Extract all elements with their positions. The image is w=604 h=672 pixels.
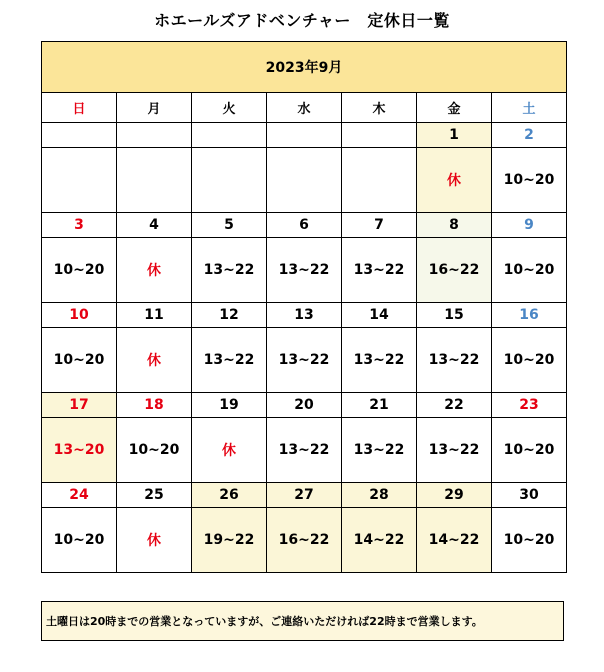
closed-cell: 休 bbox=[117, 508, 192, 573]
hours-cell bbox=[117, 148, 192, 213]
hours-cell: 10~20 bbox=[492, 418, 567, 483]
hours-cell: 13~22 bbox=[267, 418, 342, 483]
date-cell: 14 bbox=[342, 303, 417, 328]
hours-cell: 13~22 bbox=[192, 238, 267, 303]
hours-cell: 13~22 bbox=[342, 328, 417, 393]
date-cell: 25 bbox=[117, 483, 192, 508]
date-cell: 26 bbox=[192, 483, 267, 508]
date-cell: 24 bbox=[42, 483, 117, 508]
hours-cell: 10~20 bbox=[42, 238, 117, 303]
date-cell: 6 bbox=[267, 213, 342, 238]
date-cell bbox=[42, 123, 117, 148]
hours-cell: 10~20 bbox=[492, 238, 567, 303]
date-cell: 28 bbox=[342, 483, 417, 508]
date-cell bbox=[267, 123, 342, 148]
week-5-hours bbox=[42, 508, 567, 573]
page-title: ホエールズアドベンチャー 定休日一覧 bbox=[154, 11, 450, 30]
date-cell: 27 bbox=[267, 483, 342, 508]
date-cell: 3 bbox=[42, 213, 117, 238]
weekday-header-row bbox=[42, 93, 567, 123]
hours-cell: 13~22 bbox=[192, 328, 267, 393]
hours-cell: 13~22 bbox=[417, 328, 492, 393]
week-5-dates bbox=[42, 483, 567, 508]
hours-cell: 14~22 bbox=[417, 508, 492, 573]
hours-cell: 13~22 bbox=[267, 238, 342, 303]
date-cell bbox=[117, 123, 192, 148]
date-cell: 4 bbox=[117, 213, 192, 238]
date-cell: 8 bbox=[417, 213, 492, 238]
week-3-dates bbox=[42, 303, 567, 328]
date-cell: 1 bbox=[417, 123, 492, 148]
date-cell: 16 bbox=[492, 303, 567, 328]
hours-cell: 13~22 bbox=[342, 418, 417, 483]
date-cell: 17 bbox=[42, 393, 117, 418]
month-header: 2023年9月 bbox=[42, 42, 567, 93]
closed-cell: 休 bbox=[117, 238, 192, 303]
weekday-tue: 火 bbox=[192, 93, 267, 123]
weekday-fri: 金 bbox=[417, 93, 492, 123]
date-cell: 29 bbox=[417, 483, 492, 508]
week-4-dates bbox=[42, 393, 567, 418]
weekday-sun: 日 bbox=[42, 93, 117, 123]
closed-cell: 休 bbox=[417, 148, 492, 213]
footer-note: 土曜日は20時までの営業となっていますが、ご連絡いただければ22時まで営業します。 bbox=[41, 601, 564, 641]
date-cell: 21 bbox=[342, 393, 417, 418]
weekday-thu: 木 bbox=[342, 93, 417, 123]
hours-cell bbox=[42, 148, 117, 213]
date-cell: 5 bbox=[192, 213, 267, 238]
hours-cell bbox=[342, 148, 417, 213]
date-cell: 15 bbox=[417, 303, 492, 328]
date-cell: 10 bbox=[42, 303, 117, 328]
hours-cell: 13~22 bbox=[417, 418, 492, 483]
date-cell: 9 bbox=[492, 213, 567, 238]
date-cell bbox=[192, 123, 267, 148]
date-cell: 7 bbox=[342, 213, 417, 238]
calendar-table bbox=[41, 41, 567, 573]
hours-cell bbox=[267, 148, 342, 213]
week-1-dates bbox=[42, 123, 567, 148]
week-2-hours bbox=[42, 238, 567, 303]
closed-cell: 休 bbox=[192, 418, 267, 483]
week-3-hours bbox=[42, 328, 567, 393]
hours-cell: 10~20 bbox=[492, 328, 567, 393]
hours-cell: 13~22 bbox=[342, 238, 417, 303]
weekday-wed: 水 bbox=[267, 93, 342, 123]
hours-cell: 16~22 bbox=[417, 238, 492, 303]
closed-cell: 休 bbox=[117, 328, 192, 393]
date-cell: 22 bbox=[417, 393, 492, 418]
week-2-dates bbox=[42, 213, 567, 238]
date-cell: 19 bbox=[192, 393, 267, 418]
date-cell: 23 bbox=[492, 393, 567, 418]
weekday-mon: 月 bbox=[117, 93, 192, 123]
hours-cell: 13~22 bbox=[267, 328, 342, 393]
date-cell: 18 bbox=[117, 393, 192, 418]
date-cell bbox=[342, 123, 417, 148]
date-cell: 13 bbox=[267, 303, 342, 328]
date-cell: 30 bbox=[492, 483, 567, 508]
hours-cell: 19~22 bbox=[192, 508, 267, 573]
hours-cell: 10~20 bbox=[492, 148, 567, 213]
date-cell: 2 bbox=[492, 123, 567, 148]
hours-cell: 10~20 bbox=[117, 418, 192, 483]
week-4-hours bbox=[42, 418, 567, 483]
hours-cell: 10~20 bbox=[42, 508, 117, 573]
date-cell: 12 bbox=[192, 303, 267, 328]
hours-cell: 10~20 bbox=[492, 508, 567, 573]
hours-cell: 13~20 bbox=[42, 418, 117, 483]
hours-cell: 10~20 bbox=[42, 328, 117, 393]
hours-cell: 16~22 bbox=[267, 508, 342, 573]
weekday-sat: 土 bbox=[492, 93, 567, 123]
date-cell: 20 bbox=[267, 393, 342, 418]
week-1-hours bbox=[42, 148, 567, 213]
hours-cell bbox=[192, 148, 267, 213]
date-cell: 11 bbox=[117, 303, 192, 328]
hours-cell: 14~22 bbox=[342, 508, 417, 573]
